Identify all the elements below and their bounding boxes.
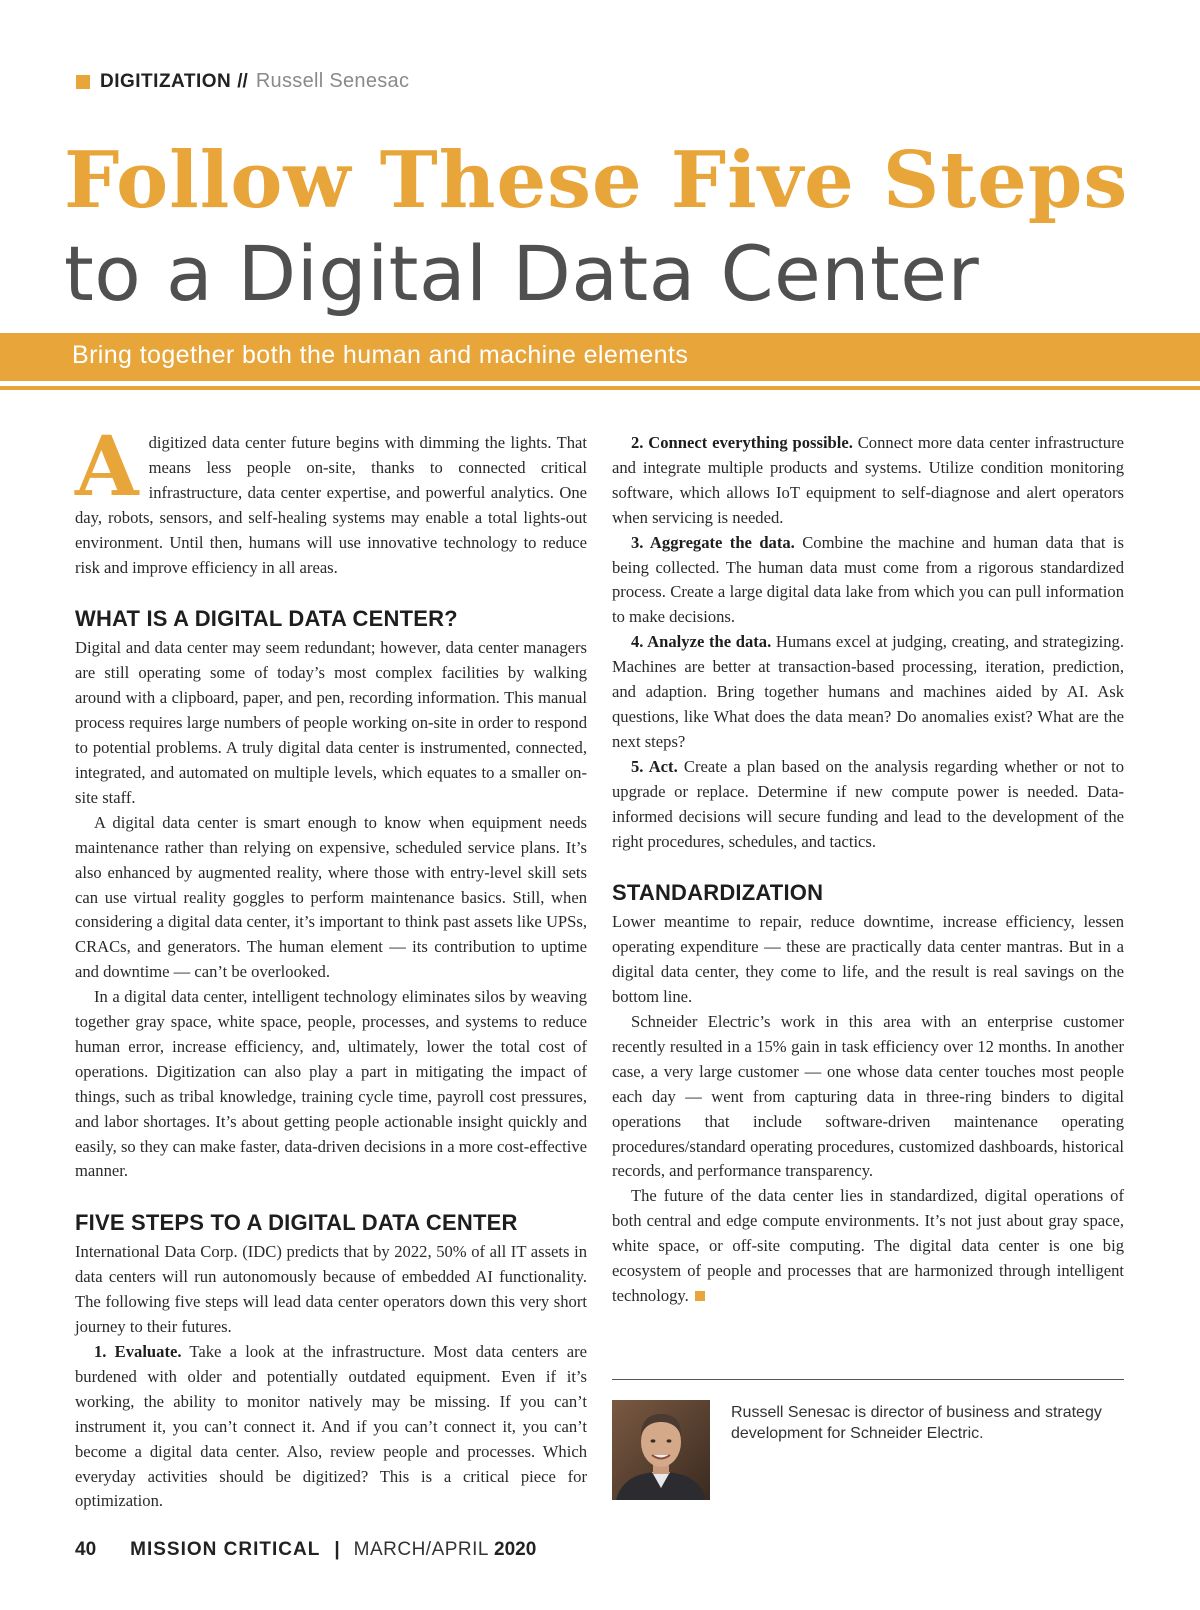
author-bio: Russell Senesac is director of business and strategy development for Schneider Electric. <box>731 1404 1102 1442</box>
magazine-name: MISSION CRITICAL <box>130 1539 321 1560</box>
step-4-text: Humans excel at judging, creating, and strategizing. Machines are better at transaction-based processing, iteration, prediction, and adaption. Bring together humans and machines aided by AI. Ask questions, like What does the data mean? Do anomalies exist? What are the next steps? <box>612 632 1124 751</box>
drop-cap: A <box>75 419 139 515</box>
end-mark-icon <box>695 1291 705 1301</box>
step-5-label: 5. Act. <box>631 756 678 776</box>
headline-line-1: Follow These Five Steps <box>64 135 1129 226</box>
article-column-left <box>75 419 587 1514</box>
headline-line-2: to a Digital Data Center <box>64 229 980 318</box>
issue-date: MARCH/APRIL <box>353 1539 489 1560</box>
step-2-paragraph <box>612 431 1124 531</box>
step-5-paragraph <box>612 755 1124 855</box>
page-number: 40 <box>75 1539 97 1560</box>
body-paragraph: Digital and data center may seem redundant; however, data center managers are still operating some of today’s most complex facilities by walking around with a clipboard, paper, and pen, recording information. This manual process requires large numbers of people working on-site in order to respond to potential problems. A truly digital data center is instrumented, connected, integrated, and automated on multiple levels, which equates to a smaller on-site staff. <box>75 638 587 807</box>
step-2-label: 2. Connect everything possible. <box>631 433 853 452</box>
step-4-paragraph <box>612 630 1124 755</box>
body-paragraph: International Data Corp. (IDC) predicts that by 2022, 50% of all IT assets in data centers will run autonomously because of embedded AI functionality. The following five steps will lead data center operators down this very short journey to their futures. <box>75 1242 587 1337</box>
section-marker-icon <box>76 75 90 89</box>
footer-divider: | <box>334 1539 340 1560</box>
issue-year: 2020 <box>494 1539 537 1560</box>
author-photo <box>612 1400 710 1500</box>
section-kicker <box>76 70 409 93</box>
body-paragraph: Lower meantime to repair, reduce downtime, increase efficiency, lessen operating expenditure — these are practically data center mantras. But in a digital data center, they come to life, and the result is real savings on the bottom line. <box>612 912 1124 1007</box>
closing-text: The future of the data center lies in standardized, digital operations of both central and edge compute environments. It’s not just about gray space, white space, or off-site computing. The digital data center is one big ecosystem of people and processes that are harmonized through intelligent technology. <box>612 1186 1124 1305</box>
section-label: DIGITIZATION <box>100 70 232 92</box>
step-3-text: Combine the machine and human data that is being collected. The human data must come from a rigorous standardized process. Create a large digital data lake from which you can pull information to make decisions. <box>612 532 1124 627</box>
heading-standardization: STANDARDIZATION <box>612 880 824 906</box>
step-3-label: 3. Aggregate the data. <box>631 532 795 552</box>
closing-paragraph <box>612 1184 1124 1309</box>
step-3-paragraph <box>612 531 1124 631</box>
body-paragraph: Schneider Electric’s work in this area with an enterprise customer recently resulted in a 15% gain in task efficiency over 12 months. In another case, a very large customer — one whose data center touches most people each day — went from capturing data in three-ring binders to digital operations that include software-driven maintenance operating procedures/standard operating procedures, customized dashboards, historical records, and performance transparency. <box>612 1012 1124 1181</box>
step-1-label: 1. Evaluate. <box>94 1342 182 1361</box>
step-1-paragraph <box>75 1340 587 1514</box>
body-paragraph: In a digital data center, intelligent technology eliminates silos by weaving together gray space, white space, people, processes, and systems to reduce human error, increase efficiency, and, ultimately, lower the total cost of operations. Digitization can also play a part in mitigating the impact of things, such as tribal knowledge, training cycle time, payroll cost pressures, and labor shortages. It’s about getting people actionable insight quickly and easily, so they can make faster, data-driven decisions in a more cost-effective manner. <box>75 987 587 1181</box>
byline: Russell Senesac <box>255 70 410 92</box>
step-1-text: Take a look at the infrastructure. Most data centers are burdened with older and potentially outdated equipment. Even if it’s working, the ability to monitor natively may be missing. If you can’t instrument it, you can’t connect it. And if you can’t connect it, you can’t become a digital data center. Also, review people and processes. Which everyday activities should be digitized? This is a critical piece for optimization. <box>75 1342 587 1511</box>
heading-what-is: WHAT IS A DIGITAL DATA CENTER? <box>75 606 458 632</box>
article-column-right <box>612 431 1124 1309</box>
author-portrait-image <box>612 1400 710 1500</box>
page-footer <box>75 1539 536 1561</box>
heading-five-steps: FIVE STEPS TO A DIGITAL DATA CENTER <box>75 1210 518 1236</box>
step-4-label: 4. Analyze the data. <box>631 632 772 652</box>
body-paragraph: A digital data center is smart enough to know when equipment needs maintenance rather than relying on expensive, scheduled service plans. It’s also enhanced by augmented reality, where those with entry-level skill sets can use virtual reality goggles to perform maintenance basics. Still, when considering a digital data center, it’s important to think past assets like UPSs, CRACs, and generators. The human element — its contribution to uptime and downtime — can’t be overlooked. <box>75 812 587 982</box>
kicker-separator: // <box>237 70 248 92</box>
intro-paragraph <box>75 419 587 580</box>
deck-band <box>0 333 1200 386</box>
step-5-text: Create a plan based on the analysis regarding whether or not to upgrade or replace. Determine if new compute power is needed. Data-informed decisions will secure funding and lead to the development of the right procedures, schedules, and tactics. <box>612 756 1124 851</box>
intro-text: digitized data center future begins with dimming the lights. That means less people on-site, thanks to connected critical infrastructure, data center expertise, and powerful analytics. One day, robots, sensors, and self-healing systems may enable a total lights-out environment. Until then, humans will use innovative technology to reduce risk and improve efficiency in all areas. <box>75 433 587 577</box>
step-2-text: Connect more data center infrastructure and integrate multiple products and systems. Utilize condition monitoring software, which allows IoT equipment to self-diagnose and alert operators when servicing is needed. <box>612 433 1124 527</box>
deck-text: Bring together both the human and machine elements <box>72 341 689 369</box>
bio-divider <box>612 1379 1124 1380</box>
